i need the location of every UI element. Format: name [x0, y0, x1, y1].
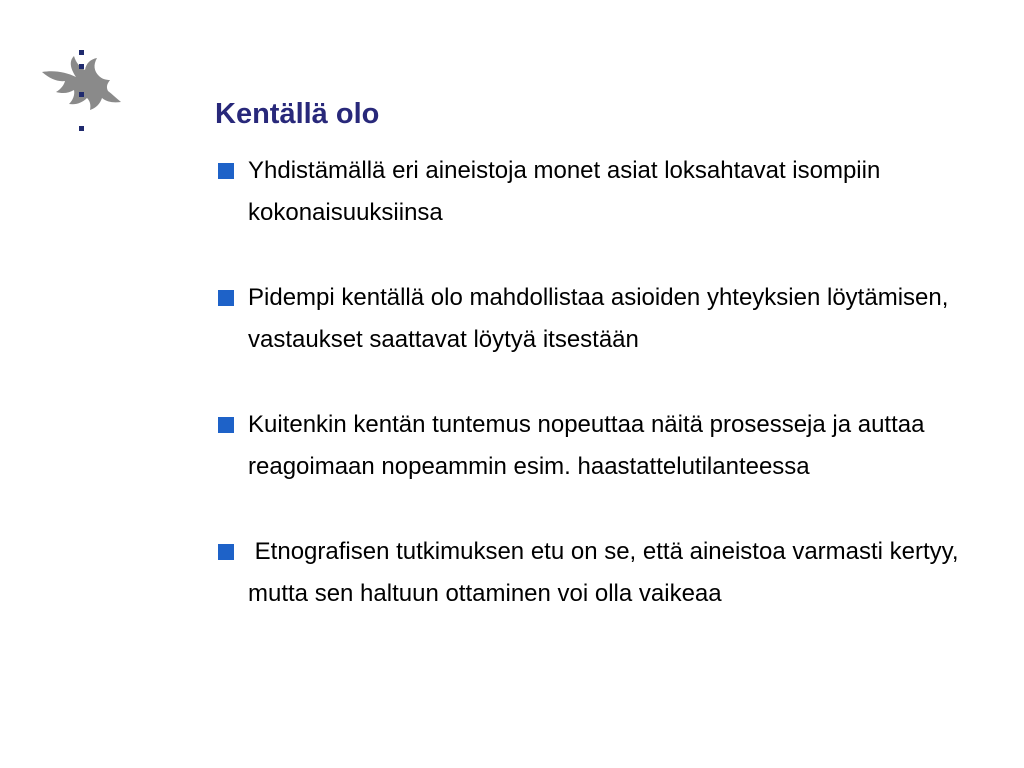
bullet-text: Pidempi kentällä olo mahdollistaa asioiden yhteyksien löytämisen, vastaukset saattavat löytyä itsestään [248, 284, 949, 353]
bullet-text: Etnografisen tutkimuksen etu on se, että aineistoa varmasti kertyy, mutta sen haltuun ottaminen voi olla vaikeaa [248, 538, 966, 607]
bullet-text: Yhdistämällä eri aineistoja monet asiat loksahtavat isompiin kokonaisuuksiinsa [248, 157, 881, 226]
bullet-item [218, 404, 978, 488]
square-bullet-icon [218, 163, 234, 179]
bullet-item [218, 531, 978, 615]
square-bullet-icon [218, 290, 234, 306]
bullet-item [218, 277, 978, 361]
bullet-list [218, 150, 978, 658]
university-flame-logo-icon [36, 48, 126, 138]
slide-title: Kentällä olo [215, 98, 380, 130]
square-bullet-icon [218, 417, 234, 433]
square-bullet-icon [218, 544, 234, 560]
bullet-text: Kuitenkin kentän tuntemus nopeuttaa näitä prosesseja ja auttaa reagoimaan nopeammin esim. haastattelutilanteessa [248, 411, 925, 480]
bullet-item [218, 150, 978, 234]
